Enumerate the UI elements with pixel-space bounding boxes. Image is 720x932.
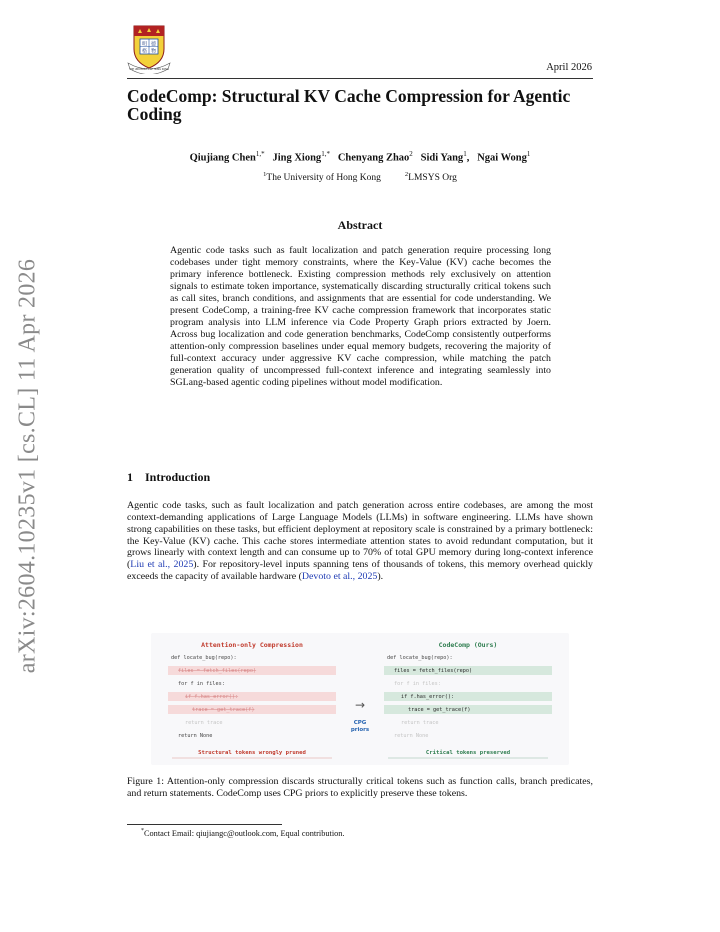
intro-text-part: ).	[377, 571, 384, 583]
code-line: for f in files:	[394, 681, 441, 687]
attention-only-panel-title: Attention-only Compression	[201, 641, 303, 649]
crest-banner: THE UNIVERSITY OF HONG KONG	[129, 68, 169, 71]
figure-1-comparison	[151, 633, 569, 765]
codecomp-panel-footer: Critical tokens preserved	[425, 750, 511, 756]
section-number: 1	[127, 470, 133, 484]
code-line: return trace	[401, 720, 439, 726]
code-line: trace = get_trace(f)	[192, 707, 255, 713]
university-crest-logo	[127, 22, 171, 74]
author-affiliation-mark: 2	[409, 150, 413, 158]
section-title: Introduction	[145, 470, 211, 484]
header-rule	[127, 78, 593, 79]
author-affiliation-mark: 1	[526, 150, 531, 158]
abstract-heading: Abstract	[337, 218, 383, 232]
author-name: Sidi Yang	[420, 152, 464, 164]
code-line: if f.has_error():	[401, 694, 455, 700]
arrow-label: priors	[350, 727, 370, 733]
crest-character: 格	[141, 48, 148, 55]
intro-text-part: Agentic code tasks, such as fault localization and patch generation across entire codebases, are among the most context-demanding applications of Large Language Models (LLMs) in software engineering. LLMs have shown strong capabilities on these tasks, but efficient deployment at repository scale is constrained by a primary bottleneck: the Key-Value (KV) cache. This cache stores intermediate attention states to avoid redundant computation, but it grows linearly with context length and can consume up to 70% of total GPU memory during long-context inference (	[127, 500, 593, 571]
author-affiliation-mark: 1,*	[255, 150, 265, 158]
footnote-rule	[127, 824, 282, 825]
arrow-icon: →	[354, 698, 366, 712]
author-affiliation-mark: 1	[463, 150, 467, 158]
intro-text-part: ). For repository-level inputs spanning tens of thousands of tokens, this memory overhead quickly exceeds the capacity of available hardware (	[127, 559, 593, 583]
code-line: for f in files:	[178, 681, 225, 687]
code-line: return trace	[185, 720, 223, 726]
author-name: Qiujiang Chen	[189, 152, 256, 164]
crest-character: 物	[150, 48, 157, 55]
footnote-mark: *	[141, 828, 144, 834]
affiliation-name: LMSYS Org	[408, 173, 457, 184]
code-line: def locate_bug(repo):	[387, 655, 453, 661]
arxiv-stamp	[8, 0, 48, 932]
code-line: files = fetch_files(repo)	[178, 668, 257, 674]
author-list: Qiujiang Chen$^{1,*}$ Jing Xiong$^{1,*}$ Chenyang Zhao$^2$ Sidi Yang$^1$, Ngai Wong$^1$	[189, 150, 531, 164]
figure-1-diagram	[151, 633, 569, 765]
abstract-text: Agentic code tasks such as fault localization and patch generation require processing long codebases under tight memory constraints, where the Key-Value (KV) cache becomes the primary inference bottleneck. Existing compression methods rely exclusively on attention signals to estimate token importance, systematically discarding structurally critical tokens such as call sites, branch conditions, and assignments that are essential for code understanding. We present CodeComp, a training-free KV cache compression framework that incorporates static program analysis into LLM inference via Code Property Graph priors extracted by Joern. Across bug localization and code generation benchmarks, CodeComp consistently outperforms attention-only compression baselines under equal memory budgets, recovering the majority of full-context accuracy under aggressive KV cache compression, while matching the patch generation quality of uncompressed full-context inference and integrating seamlessly into SGLang-based agentic coding pipelines without model modification.	[170, 245, 551, 388]
paper-title: CodeComp: Structural KV Cache Compression for Agentic Coding	[127, 86, 571, 125]
affiliation-number: 2	[404, 171, 409, 178]
affiliation-name: The University of Hong Kong	[266, 173, 381, 184]
introduction-paragraph	[127, 500, 593, 583]
header-date: April 2026	[546, 62, 592, 73]
author-name: Chenyang Zhao	[337, 152, 410, 164]
author-name: Ngai Wong	[477, 152, 527, 164]
arxiv-identifier: arXiv:2604.10235v1 [cs.CL] 11 Apr 2026	[14, 258, 41, 674]
section-heading-introduction	[127, 470, 210, 485]
code-line: trace = get_trace(f)	[408, 707, 471, 713]
crest-character: 德	[150, 41, 157, 48]
code-line: return None	[394, 733, 429, 739]
code-line: def locate_bug(repo):	[171, 655, 237, 661]
crest-character: 明	[141, 41, 148, 48]
author-affiliation-mark: 1,*	[321, 150, 330, 158]
footnote-text: Contact Email: qiujiangc@outlook.com, Equal contribution.	[144, 828, 345, 838]
arrow-label: CPG	[353, 720, 367, 726]
figure-1-caption: Figure 1: Attention-only compression discards structurally critical tokens such as function calls, branch predicates, and return statements. CodeComp uses CPG priors to explicitly preserve these tokens.	[127, 776, 593, 799]
code-line: if f.has_error():	[185, 694, 239, 700]
affiliation-list	[0, 171, 720, 183]
code-line: return None	[178, 733, 213, 739]
attention-only-panel-footer: Structural tokens wrongly pruned	[198, 750, 306, 756]
affiliation-number: 1	[263, 171, 267, 178]
citation-link[interactable]: Devoto et al., 2025	[301, 571, 378, 583]
footnote	[141, 828, 345, 838]
code-line: files = fetch_files(repo)	[394, 668, 473, 674]
citation-link[interactable]: Liu et al., 2025	[130, 559, 194, 571]
author-name: Jing Xiong	[272, 152, 322, 164]
codecomp-panel-title: CodeComp (Ours)	[438, 641, 498, 649]
